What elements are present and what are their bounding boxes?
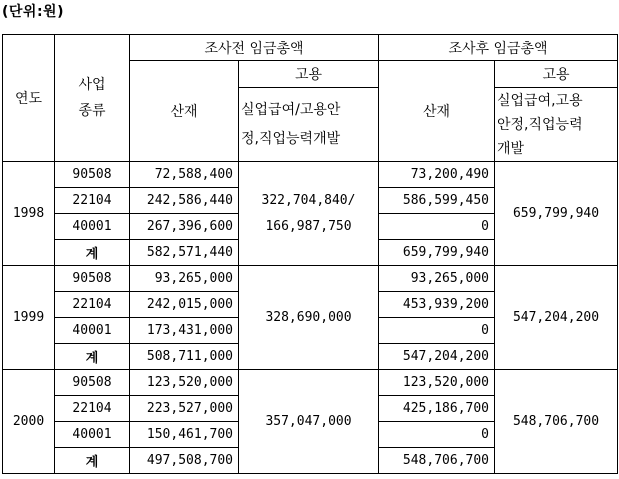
business-type-cell: 40001 <box>55 422 130 448</box>
before-employment-cell <box>239 162 379 266</box>
header-after-employment: 고용 <box>495 61 618 88</box>
after-sanjae-cell: 93,265,000 <box>379 266 495 292</box>
after-sanjae-cell: 0 <box>379 318 495 344</box>
before-employment-line2: 166,987,750 <box>265 218 352 234</box>
after-employment-cell: 547,204,200 <box>495 266 618 370</box>
header-business-type-line2: 종류 <box>78 103 106 119</box>
header-after-total: 조사후 임금총액 <box>379 35 618 61</box>
total-label-cell: 계 <box>55 344 130 370</box>
header-business-type-line1: 사업 <box>78 77 106 93</box>
header-before-employment-sub-line2: 정,직업능력개발 <box>241 130 341 147</box>
business-type-cell: 90508 <box>55 370 130 396</box>
after-employment-cell: 548,706,700 <box>495 370 618 474</box>
year-cell: 1999 <box>3 266 55 370</box>
before-employment-cell: 328,690,000 <box>239 266 379 370</box>
before-sanjae-cell: 267,396,600 <box>130 214 239 240</box>
header-after-employment-sub-line1: 실업급여,고용 <box>497 92 583 109</box>
before-sanjae-total-cell: 508,711,000 <box>130 344 239 370</box>
header-before-sanjae: 산재 <box>130 61 239 162</box>
header-before-employment-sub-line1: 실업급여/고용안 <box>241 101 341 118</box>
year-cell: 1998 <box>3 162 55 266</box>
header-business-type <box>55 35 130 162</box>
unit-label: (단위:원) <box>2 4 64 20</box>
business-type-cell: 22104 <box>55 292 130 318</box>
business-type-cell: 40001 <box>55 318 130 344</box>
business-type-cell: 40001 <box>55 214 130 240</box>
before-sanjae-total-cell: 497,508,700 <box>130 448 239 474</box>
table-row <box>3 370 618 396</box>
before-sanjae-total-cell: 582,571,440 <box>130 240 239 266</box>
before-sanjae-cell: 223,527,000 <box>130 396 239 422</box>
header-after-employment-sub <box>495 88 618 162</box>
before-sanjae-cell: 72,588,400 <box>130 162 239 188</box>
before-sanjae-cell: 150,461,700 <box>130 422 239 448</box>
table-row <box>3 162 618 188</box>
header-before-employment: 고용 <box>239 61 379 88</box>
year-cell: 2000 <box>3 370 55 474</box>
after-sanjae-cell: 0 <box>379 422 495 448</box>
before-sanjae-cell: 242,015,000 <box>130 292 239 318</box>
after-sanjae-cell: 453,939,200 <box>379 292 495 318</box>
business-type-cell: 90508 <box>55 162 130 188</box>
before-sanjae-cell: 93,265,000 <box>130 266 239 292</box>
table-row <box>3 266 618 292</box>
header-after-sanjae: 산재 <box>379 61 495 162</box>
after-sanjae-cell: 0 <box>379 214 495 240</box>
wage-table <box>2 34 618 474</box>
before-employment-line1: 322,704,840/ <box>261 192 356 208</box>
after-sanjae-total-cell: 548,706,700 <box>379 448 495 474</box>
header-before-employment-sub <box>239 88 379 162</box>
after-employment-cell: 659,799,940 <box>495 162 618 266</box>
after-sanjae-cell: 425,186,700 <box>379 396 495 422</box>
before-employment-cell: 357,047,000 <box>239 370 379 474</box>
business-type-cell: 22104 <box>55 188 130 214</box>
before-sanjae-cell: 173,431,000 <box>130 318 239 344</box>
header-after-employment-sub-line3: 개발 <box>497 140 525 157</box>
before-sanjae-cell: 123,520,000 <box>130 370 239 396</box>
header-before-total: 조사전 임금총액 <box>130 35 379 61</box>
before-sanjae-cell: 242,586,440 <box>130 188 239 214</box>
business-type-cell: 22104 <box>55 396 130 422</box>
total-label-cell: 계 <box>55 448 130 474</box>
after-sanjae-cell: 123,520,000 <box>379 370 495 396</box>
header-year: 연도 <box>3 35 55 162</box>
after-sanjae-total-cell: 659,799,940 <box>379 240 495 266</box>
after-sanjae-cell: 73,200,490 <box>379 162 495 188</box>
after-sanjae-cell: 586,599,450 <box>379 188 495 214</box>
business-type-cell: 90508 <box>55 266 130 292</box>
after-sanjae-total-cell: 547,204,200 <box>379 344 495 370</box>
header-after-employment-sub-line2: 안정,직업능력 <box>497 116 583 133</box>
total-label-cell: 계 <box>55 240 130 266</box>
